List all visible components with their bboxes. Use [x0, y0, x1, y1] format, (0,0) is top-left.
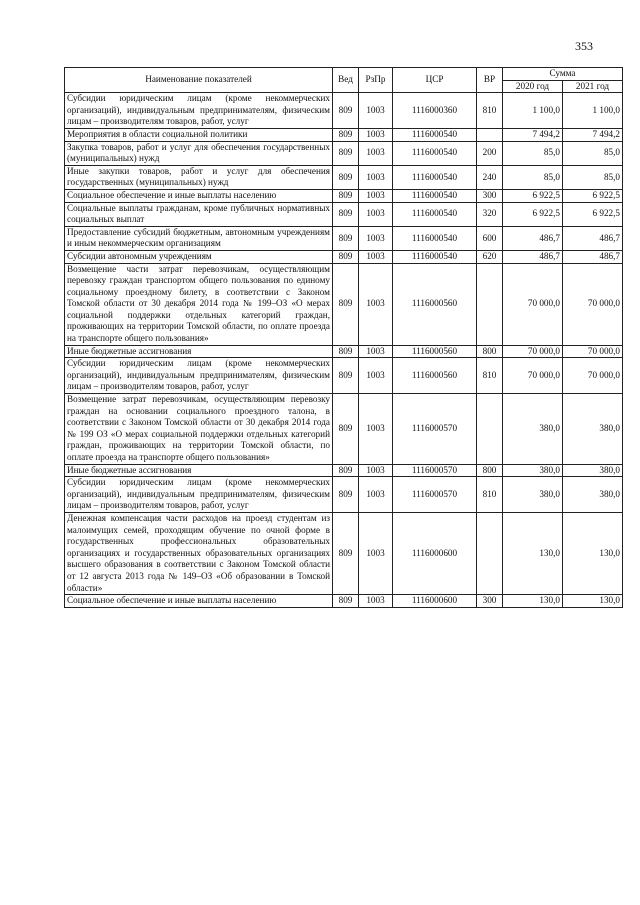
row-rzpr: 1003 — [359, 202, 393, 226]
header-rzpr: РзПр — [359, 68, 393, 93]
row-vr: 800 — [477, 345, 503, 358]
row-sum-2021: 6 922,5 — [563, 189, 623, 202]
row-rzpr: 1003 — [359, 477, 393, 513]
table-row — [65, 141, 623, 165]
row-sum-2021: 486,7 — [563, 250, 623, 263]
row-ved: 809 — [333, 263, 359, 345]
row-csr: 1116000560 — [393, 263, 477, 345]
row-rzpr: 1003 — [359, 165, 393, 189]
row-sum-2020: 6 922,5 — [503, 202, 563, 226]
table-row — [65, 394, 623, 465]
header-row — [65, 68, 623, 81]
row-vr: 810 — [477, 358, 503, 394]
row-csr: 1116000600 — [393, 512, 477, 594]
row-rzpr: 1003 — [359, 345, 393, 358]
row-csr: 1116000560 — [393, 358, 477, 394]
table-row — [65, 477, 623, 513]
row-sum-2021: 85,0 — [563, 141, 623, 165]
row-name: Субсидии юридическим лицам (кроме некоммерческих организаций), индивидуальным предпринимателям, физическим лицам – производителям товаров, работ, услуг — [65, 93, 333, 129]
row-rzpr: 1003 — [359, 512, 393, 594]
row-rzpr: 1003 — [359, 464, 393, 477]
row-name: Иные закупки товаров, работ и услуг для обеспечения государственных (муниципальных) нужд — [65, 165, 333, 189]
row-ved: 809 — [333, 358, 359, 394]
row-csr: 1116000560 — [393, 345, 477, 358]
row-sum-2021: 7 494,2 — [563, 128, 623, 141]
row-vr: 200 — [477, 141, 503, 165]
row-sum-2021: 85,0 — [563, 165, 623, 189]
row-ved: 809 — [333, 202, 359, 226]
row-sum-2021: 70 000,0 — [563, 263, 623, 345]
header-year-2021: 2021 год — [563, 80, 623, 93]
row-vr — [477, 394, 503, 465]
row-name: Субсидии автономным учреждениям — [65, 250, 333, 263]
row-csr: 1116000540 — [393, 250, 477, 263]
row-vr: 300 — [477, 595, 503, 608]
row-ved: 809 — [333, 189, 359, 202]
header-name: Наименование показателей — [65, 68, 333, 93]
row-csr: 1116000570 — [393, 394, 477, 465]
row-sum-2021: 380,0 — [563, 394, 623, 465]
row-name: Социальное обеспечение и иные выплаты населению — [65, 189, 333, 202]
header-year-2020: 2020 год — [503, 80, 563, 93]
row-vr — [477, 128, 503, 141]
table-row — [65, 202, 623, 226]
row-sum-2020: 380,0 — [503, 477, 563, 513]
row-vr: 320 — [477, 202, 503, 226]
table-row — [65, 250, 623, 263]
row-sum-2021: 130,0 — [563, 595, 623, 608]
row-name: Субсидии юридическим лицам (кроме некоммерческих организаций), индивидуальным предпринимателям, физическим лицам – производителям товаров, работ, услуг — [65, 358, 333, 394]
row-ved: 809 — [333, 595, 359, 608]
header-ved: Вед — [333, 68, 359, 93]
row-name: Возмещение части затрат перевозчикам, осуществляющим перевозку граждан транспортом общего пользования по единому социальному проездному билету, в соответствии с Законом Томской области от 30 декабря 2014 года № 199–ОЗ «О мерах социальной поддержки отдельных категорий граждан, проживающих на территории Томской области, по оплате проезда на транспорте общего пользования» — [65, 263, 333, 345]
row-sum-2020: 85,0 — [503, 141, 563, 165]
row-sum-2021: 130,0 — [563, 512, 623, 594]
row-vr — [477, 263, 503, 345]
row-sum-2020: 70 000,0 — [503, 263, 563, 345]
row-sum-2021: 380,0 — [563, 477, 623, 513]
table-row — [65, 263, 623, 345]
row-sum-2021: 6 922,5 — [563, 202, 623, 226]
row-vr: 240 — [477, 165, 503, 189]
row-name: Возмещение затрат перевозчикам, осуществляющим перевозку граждан на основании социального проездного талона, в соответствии с Законом Томской области от 30 декабря 2014 года № 199 ОЗ «О мерах социальной поддержки отдельных категорий граждан, проживающих на территории Томской области, по оплате проезда на транспорте общего пользования» — [65, 394, 333, 465]
table-row — [65, 165, 623, 189]
table-row — [65, 464, 623, 477]
table-row — [65, 93, 623, 129]
header-csr: ЦСР — [393, 68, 477, 93]
row-rzpr: 1003 — [359, 226, 393, 250]
row-ved: 809 — [333, 464, 359, 477]
row-name: Иные бюджетные ассигнования — [65, 464, 333, 477]
row-ved: 809 — [333, 250, 359, 263]
row-csr: 1116000540 — [393, 189, 477, 202]
row-sum-2020: 70 000,0 — [503, 345, 563, 358]
table-row — [65, 226, 623, 250]
row-sum-2020: 380,0 — [503, 394, 563, 465]
row-vr: 810 — [477, 93, 503, 129]
row-ved: 809 — [333, 394, 359, 465]
row-ved: 809 — [333, 128, 359, 141]
row-rzpr: 1003 — [359, 263, 393, 345]
row-sum-2021: 380,0 — [563, 464, 623, 477]
row-sum-2020: 70 000,0 — [503, 358, 563, 394]
row-ved: 809 — [333, 345, 359, 358]
row-csr: 1116000570 — [393, 477, 477, 513]
row-ved: 809 — [333, 477, 359, 513]
table-row — [65, 345, 623, 358]
row-sum-2020: 6 922,5 — [503, 189, 563, 202]
row-ved: 809 — [333, 512, 359, 594]
row-rzpr: 1003 — [359, 250, 393, 263]
row-csr: 1116000570 — [393, 464, 477, 477]
row-rzpr: 1003 — [359, 128, 393, 141]
row-csr: 1116000540 — [393, 128, 477, 141]
row-ved: 809 — [333, 93, 359, 129]
row-csr: 1116000360 — [393, 93, 477, 129]
row-sum-2020: 486,7 — [503, 250, 563, 263]
row-name: Мероприятия в области социальной политики — [65, 128, 333, 141]
row-sum-2020: 380,0 — [503, 464, 563, 477]
row-rzpr: 1003 — [359, 141, 393, 165]
row-name: Иные бюджетные ассигнования — [65, 345, 333, 358]
row-vr: 300 — [477, 189, 503, 202]
row-sum-2021: 1 100,0 — [563, 93, 623, 129]
row-ved: 809 — [333, 165, 359, 189]
row-rzpr: 1003 — [359, 93, 393, 129]
table-row — [65, 128, 623, 141]
table-row — [65, 595, 623, 608]
table-row — [65, 512, 623, 594]
page-number: 353 — [575, 39, 593, 53]
row-rzpr: 1003 — [359, 189, 393, 202]
row-sum-2020: 85,0 — [503, 165, 563, 189]
row-name: Закупка товаров, работ и услуг для обеспечения государственных (муниципальных) нужд — [65, 141, 333, 165]
table-row — [65, 358, 623, 394]
row-sum-2020: 130,0 — [503, 595, 563, 608]
row-sum-2021: 70 000,0 — [563, 345, 623, 358]
table-row — [65, 189, 623, 202]
row-csr: 1116000600 — [393, 595, 477, 608]
row-rzpr: 1003 — [359, 394, 393, 465]
row-sum-2020: 486,7 — [503, 226, 563, 250]
row-sum-2020: 1 100,0 — [503, 93, 563, 129]
row-sum-2021: 70 000,0 — [563, 358, 623, 394]
row-csr: 1116000540 — [393, 226, 477, 250]
row-csr: 1116000540 — [393, 202, 477, 226]
row-name: Социальные выплаты гражданам, кроме публичных нормативных социальных выплат — [65, 202, 333, 226]
row-sum-2020: 130,0 — [503, 512, 563, 594]
row-rzpr: 1003 — [359, 358, 393, 394]
row-vr: 810 — [477, 477, 503, 513]
row-vr: 620 — [477, 250, 503, 263]
row-csr: 1116000540 — [393, 141, 477, 165]
header-vr: ВР — [477, 68, 503, 93]
row-name: Субсидии юридическим лицам (кроме некоммерческих организаций), индивидуальным предпринимателям, физическим лицам – производителям товаров, работ, услуг — [65, 477, 333, 513]
row-sum-2020: 7 494,2 — [503, 128, 563, 141]
row-vr: 600 — [477, 226, 503, 250]
row-csr: 1116000540 — [393, 165, 477, 189]
row-ved: 809 — [333, 141, 359, 165]
row-rzpr: 1003 — [359, 595, 393, 608]
header-sum: Сумма — [503, 68, 623, 81]
row-name: Социальное обеспечение и иные выплаты населению — [65, 595, 333, 608]
row-ved: 809 — [333, 226, 359, 250]
row-name: Предоставление субсидий бюджетным, автономным учреждениям и иным некоммерческим организациям — [65, 226, 333, 250]
row-name: Денежная компенсация части расходов на проезд студентам из малоимущих семей, проходящим обучение по очной форме в государственных профессиональных образовательных организациях и государственных образовательных организациях высшего образования в соответствии с Законом Томской области от 12 августа 2013 года № 149–ОЗ «Об образовании в Томской области» — [65, 512, 333, 594]
row-vr — [477, 512, 503, 594]
budget-table — [64, 67, 623, 608]
row-sum-2021: 486,7 — [563, 226, 623, 250]
row-vr: 800 — [477, 464, 503, 477]
